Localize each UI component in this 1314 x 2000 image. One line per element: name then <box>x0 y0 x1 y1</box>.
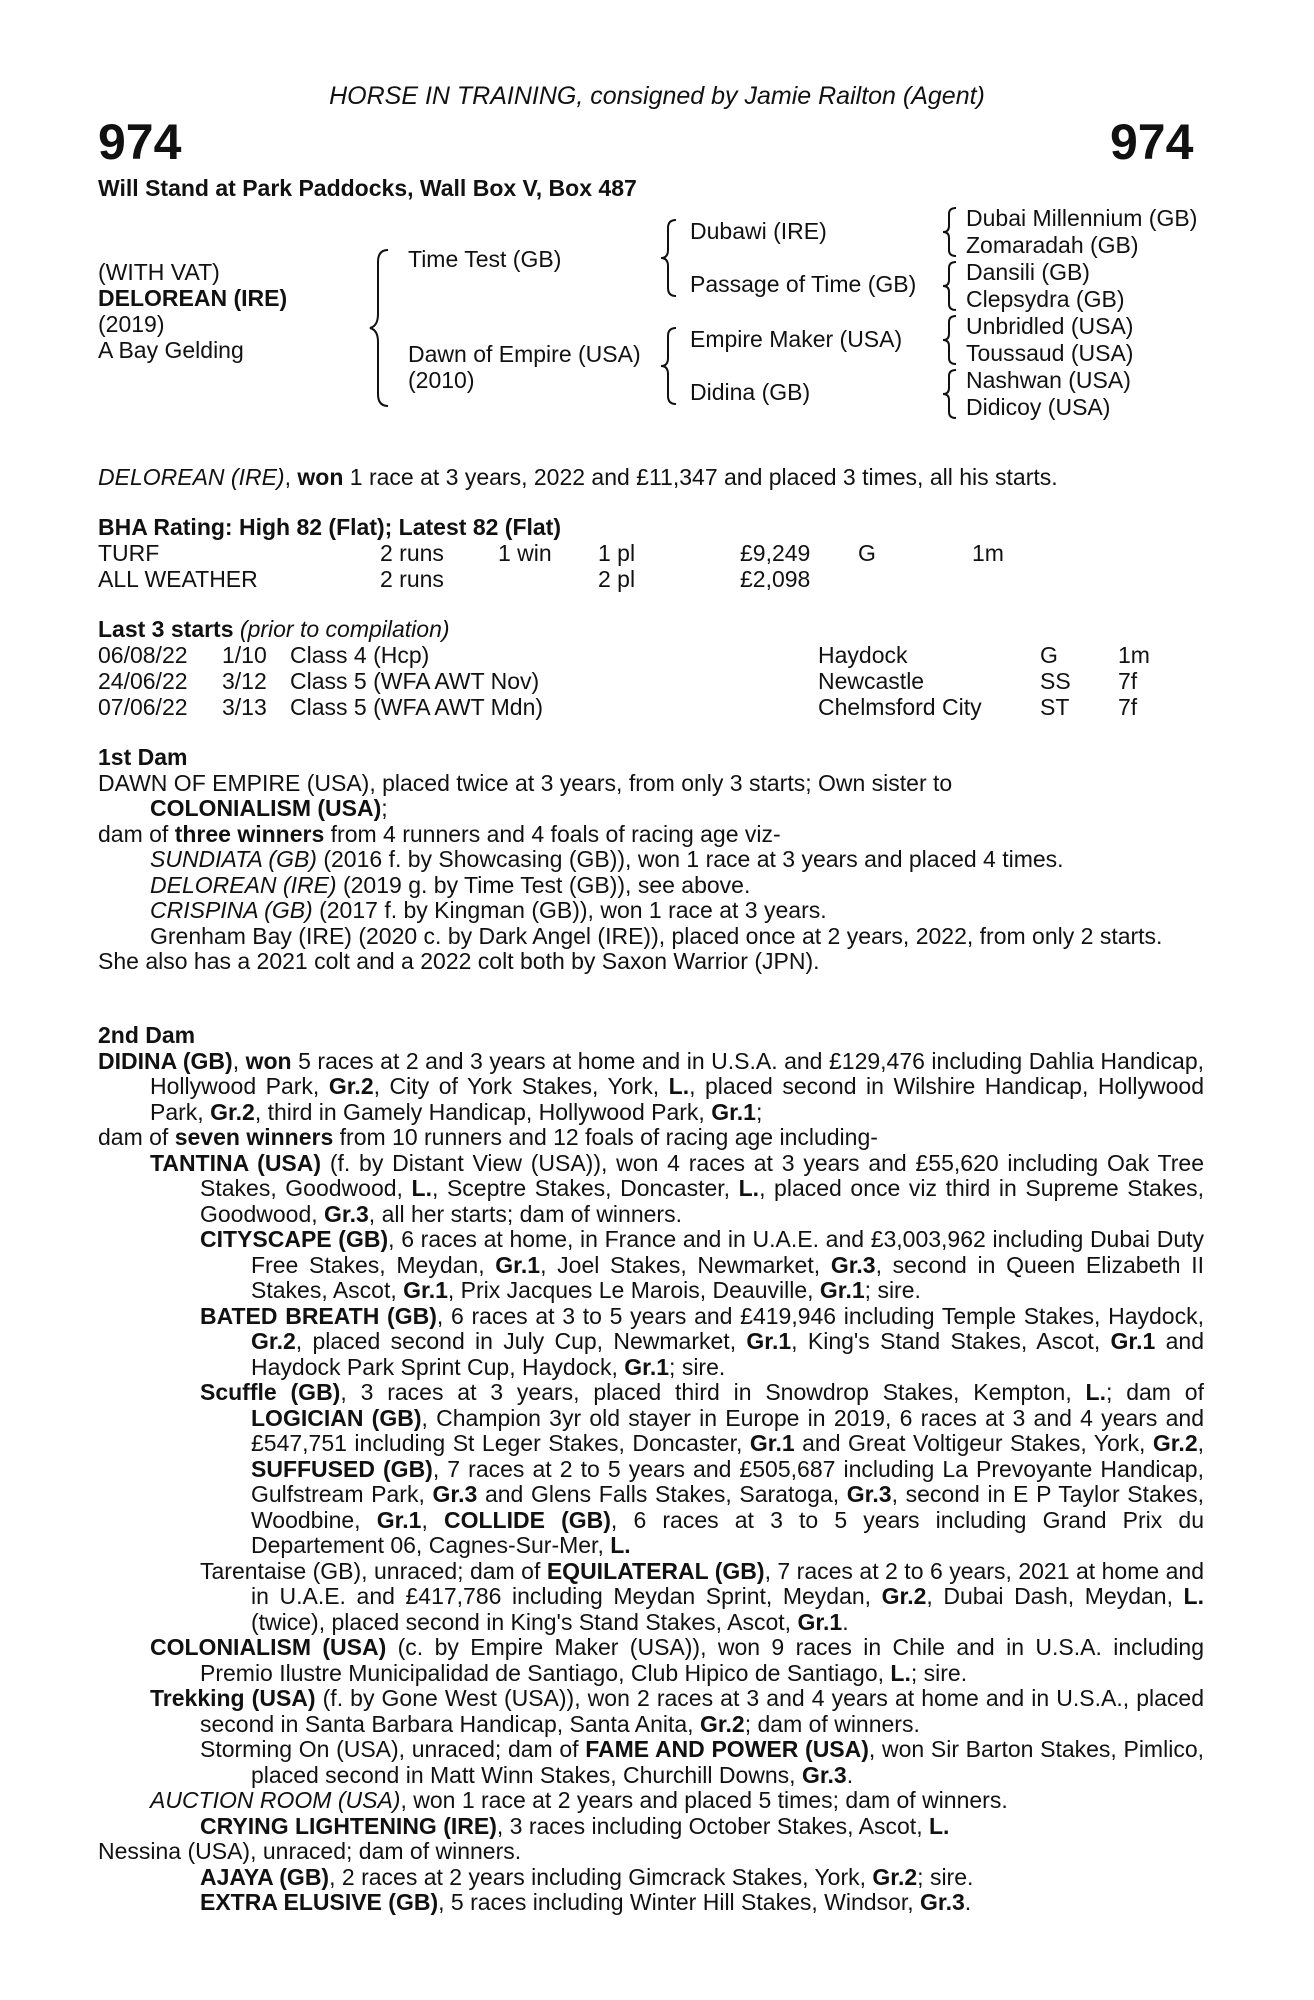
lot-number-left: 974 <box>98 114 182 170</box>
pedigree-sire-sire: Dubawi (IRE) <box>690 218 827 244</box>
text: , 6 races at 3 to 5 years including Grand Prix du Departement 06, Cagnes-Sur-Mer, <box>251 1506 1205 1558</box>
text: , City of York Stakes, York, <box>373 1073 669 1099</box>
grade: L. <box>928 1812 950 1839</box>
second-dam-section <box>98 1023 1204 1916</box>
first-dam-heading: 1st Dam <box>98 744 188 770</box>
pedigree-sire-dam: Passage of Time (GB) <box>690 271 917 297</box>
produce-details: (2017 f. by Kingman (GB)), won 1 race at 3 years. <box>312 897 827 923</box>
rating-surface: TURF <box>98 540 160 566</box>
text: , placed second in July Cup, Newmarket, <box>295 1328 747 1354</box>
text: ; sire. <box>917 1863 974 1890</box>
text: . <box>842 1608 849 1635</box>
produce-storming-on <box>98 1737 1204 1788</box>
pedigree-dam-year: (2010) <box>408 367 475 393</box>
produce-scuffle <box>98 1380 1204 1559</box>
pedigree-g4: Clepsydra (GB) <box>966 286 1125 312</box>
grade: L. <box>610 1532 631 1558</box>
summary-text: 1 race at 3 years, 2022 and £11,347 and placed 3 times, all his starts. <box>343 464 1058 490</box>
text: ; sire. <box>910 1659 968 1686</box>
grade: Gr.3 <box>920 1889 965 1915</box>
text: , 6 races at 3 to 5 years and £419,946 including Temple Stakes, Haydock, <box>436 1302 1204 1329</box>
rating-distance: 1m <box>972 540 1004 566</box>
pedigree-brace-sire <box>658 218 680 298</box>
pedigree-g3: Dansili (GB) <box>966 259 1090 285</box>
summary-horse-name: DELOREAN (IRE) <box>98 464 285 490</box>
grade: L. <box>411 1175 432 1201</box>
produce-intro-rest: from 4 runners and 4 foals of racing age viz- <box>324 820 781 847</box>
horse-name: CITYSCAPE (GB) <box>200 1226 389 1252</box>
first-dam-line1: DAWN OF EMPIRE (USA), placed twice at 3 years, from only 3 starts; Own sister to <box>98 769 953 796</box>
text: , 6 races at home, in France and in U.A.E. and £3,003,962 including Dubai Duty Free Stakes, Meydan, <box>251 1226 1205 1278</box>
produce-auction-room <box>98 1788 1204 1814</box>
text: , <box>421 1506 444 1533</box>
rating-placed: 2 pl <box>598 566 636 592</box>
grade: Gr.2 <box>699 1710 745 1737</box>
last-starts-title: Last 3 starts <box>98 616 234 642</box>
grade: L. <box>890 1659 911 1686</box>
horse-name: EXTRA ELUSIVE (GB) <box>200 1889 439 1915</box>
text: , 7 races at 2 to 5 years and £505,687 including La Prevoyante Handicap, Gulfstream Park, <box>251 1455 1204 1507</box>
start-date: 24/06/22 <box>98 668 188 694</box>
first-dam-semicolon: ; <box>381 795 388 821</box>
produce-ajaya <box>98 1865 1204 1891</box>
horse-name: COLLIDE (GB) <box>444 1506 611 1533</box>
grade: Gr.1 <box>1110 1328 1156 1354</box>
start-position: 1/10 <box>222 642 267 668</box>
grade: Gr.2 <box>881 1583 927 1609</box>
produce-extra-elusive <box>98 1890 1204 1916</box>
text: , placed once viz third in Supreme Stakes, Goodwood, <box>200 1175 1204 1227</box>
pedigree-g2: Zomaradah (GB) <box>966 232 1139 258</box>
text: , won 1 race at 2 years and placed 5 times; dam of winners. <box>400 1787 1008 1813</box>
text: from 10 runners and 12 foals of racing age including- <box>333 1124 878 1150</box>
start-distance: 7f <box>1118 694 1138 720</box>
horse-description: A Bay Gelding <box>98 337 244 363</box>
second-dam-record <box>98 1049 1204 1126</box>
horse-name: AJAYA (GB) <box>200 1863 330 1890</box>
pedigree-g5: Unbridled (USA) <box>966 313 1134 339</box>
horse-name: AUCTION ROOM (USA) <box>150 1787 401 1813</box>
pedigree-brace-g1 <box>940 206 960 258</box>
text: , Sceptre Stakes, Doncaster, <box>431 1175 739 1201</box>
grade: Gr.3 <box>432 1481 478 1507</box>
produce-crying-lightening <box>98 1814 1204 1840</box>
horse-name: SUFFUSED (GB) <box>251 1455 433 1482</box>
produce-cityscape <box>98 1227 1204 1304</box>
text: , Champion 3yr old stayer in Europe in 2019, 6 races at 3 and 4 years and £547,751 including St Leger Stakes, Doncaster, <box>251 1404 1205 1456</box>
horse-name: Trekking (USA) <box>150 1685 316 1711</box>
start-date: 06/08/22 <box>98 642 188 668</box>
grade: L. <box>1085 1379 1106 1405</box>
pedigree-brace-g2 <box>940 260 960 312</box>
lot-number-right: 974 <box>1110 114 1194 170</box>
pedigree-brace-dam <box>658 326 680 406</box>
grade: Gr.1 <box>495 1251 541 1278</box>
horse-name: FAME AND POWER (USA) <box>585 1736 869 1762</box>
text: , 3 races including October Stakes, Ascot, <box>496 1812 929 1839</box>
text: and Glens Falls Stakes, Saratoga, <box>477 1481 847 1507</box>
text: , <box>1197 1430 1205 1456</box>
produce-details: (2019 g. by Time Test (GB)), see above. <box>336 871 751 898</box>
produce-colonialism <box>98 1635 1204 1686</box>
grade: Gr.1 <box>624 1353 670 1380</box>
text: . <box>964 1889 972 1915</box>
start-race: Class 5 (WFA AWT Mdn) <box>290 694 544 720</box>
grade: Gr.3 <box>801 1761 847 1788</box>
produce-name: CRISPINA (GB) <box>150 897 313 923</box>
produce-details: (2016 f. by Showcasing (GB)), won 1 race at 3 years and placed 4 times. <box>316 846 1064 872</box>
text: , <box>232 1047 246 1074</box>
summary-sep: , <box>284 464 298 490</box>
grade: Gr.2 <box>328 1073 374 1099</box>
horse-name: TANTINA (USA) <box>150 1149 322 1176</box>
horse-name: BATED BREATH (GB) <box>200 1302 437 1329</box>
pedigree-brace-main <box>368 248 392 408</box>
text: , 3 races at 3 years, placed third in Snowdrop Stakes, Kempton, <box>340 1379 1086 1405</box>
start-course: Chelmsford City <box>818 694 982 720</box>
horse-name: CRYING LIGHTENING (IRE) <box>200 1812 497 1839</box>
text: , King's Stand Stakes, Ascot, <box>791 1328 1111 1354</box>
start-distance: 1m <box>1118 642 1150 668</box>
horse-year: (2019) <box>98 311 165 337</box>
text: and Great Voltigeur Stakes, York, <box>794 1430 1153 1456</box>
produce-item <box>98 898 1204 924</box>
text: 5 races at 2 and 3 years at home and in U.S.A. and £129,476 including Dahlia Handicap, Hollywood Park, <box>150 1047 1205 1099</box>
produce-item <box>98 873 1204 899</box>
start-distance: 7f <box>1118 668 1138 694</box>
start-position: 3/12 <box>222 668 267 694</box>
grade: Gr.1 <box>746 1328 792 1354</box>
last-starts-note: (prior to compilation) <box>233 616 450 642</box>
horse-name: COLONIALISM (USA) <box>150 1634 387 1660</box>
grade: Gr.1 <box>819 1277 865 1303</box>
text: ; dam of <box>1106 1379 1204 1405</box>
start-going: G <box>1040 642 1058 668</box>
won-label: won <box>245 1047 292 1074</box>
start-race: Class 5 (WFA AWT Nov) <box>290 668 540 694</box>
text: , 7 races at 2 to 6 years, 2021 at home and in U.A.E. and £417,786 including Meydan Sprint, Meydan, <box>251 1557 1204 1609</box>
rating-surface: ALL WEATHER <box>98 566 258 592</box>
horse-name: LOGICIAN (GB) <box>251 1404 422 1431</box>
pedigree-g7: Nashwan (USA) <box>966 367 1131 393</box>
first-dam-section <box>98 745 1204 975</box>
second-dam-produce-intro <box>98 1125 1204 1151</box>
text: (c. by Empire Maker (USA)), won 9 races in Chile and in U.S.A. including Premio Ilustre Municipalidad de Santiago, Club Hipico de Santiago, <box>200 1634 1205 1686</box>
produce-nessina: Nessina (USA), unraced; dam of winners. <box>98 1838 522 1864</box>
text: (twice), placed second in King's Stand Stakes, Ascot, <box>251 1608 798 1635</box>
grade: Gr.1 <box>711 1098 756 1125</box>
start-course: Newcastle <box>818 668 925 694</box>
text: Storming On (USA), unraced; dam of <box>200 1736 586 1762</box>
pedigree-g6: Toussaud (USA) <box>966 340 1134 366</box>
start-going: SS <box>1040 668 1071 694</box>
text: ; sire. <box>864 1277 921 1303</box>
grade: Gr.1 <box>797 1608 843 1635</box>
rating-runs: 2 runs <box>380 540 444 566</box>
text: (f. by Gone West (USA)), won 2 races at 3 and 4 years at home and in U.S.A., placed second in Santa Barbara Handicap, Santa Anita, <box>200 1685 1204 1737</box>
pedigree-sire: Time Test (GB) <box>408 246 562 272</box>
start-position: 3/13 <box>222 694 267 720</box>
rating-amount: £9,249 <box>740 540 811 566</box>
grade: Gr.2 <box>251 1328 296 1354</box>
produce-trekking <box>98 1686 1204 1737</box>
pedigree-brace-g3 <box>940 314 960 366</box>
dam-of-label: dam of <box>98 820 175 847</box>
produce-name: DELOREAN (IRE) <box>150 871 337 898</box>
produce-item: Grenham Bay (IRE) (2020 c. by Dark Angel (IRE)), placed once at 2 years, 2022, from only 2 starts. <box>150 922 1163 949</box>
grade: L. <box>738 1175 760 1201</box>
grade: Gr.2 <box>872 1863 918 1890</box>
second-dam-heading: 2nd Dam <box>98 1022 196 1048</box>
start-going: ST <box>1040 694 1070 720</box>
own-sister-name: COLONIALISM (USA) <box>150 795 382 821</box>
text: , second in E P Taylor Stakes, Woodbine, <box>251 1481 1204 1533</box>
start-race: Class 4 (Hcp) <box>290 642 430 668</box>
first-dam-also: She also has a 2021 colt and a 2022 colt both by Saxon Warrior (JPN). <box>98 948 820 974</box>
horse-name: EQUILATERAL (GB) <box>546 1557 765 1584</box>
pedigree-dam-dam: Didina (GB) <box>690 379 811 405</box>
second-dam-name: DIDINA (GB) <box>98 1047 233 1074</box>
consignment-line: HORSE IN TRAINING, consigned by Jamie Railton (Agent) <box>329 82 985 110</box>
text: , Joel Stakes, Newmarket, <box>540 1251 831 1278</box>
grade: Gr.2 <box>1152 1430 1198 1456</box>
produce-tarentaise <box>98 1559 1204 1636</box>
grade: Gr.3 <box>846 1481 892 1507</box>
start-date: 07/06/22 <box>98 694 188 720</box>
text: , 2 races at 2 years including Gimcrack Stakes, York, <box>329 1863 873 1890</box>
grade: Gr.2 <box>210 1098 255 1125</box>
rating-heading: BHA Rating: High 82 (Flat); Latest 82 (Flat) <box>98 514 561 540</box>
text: dam of <box>98 1124 175 1150</box>
text: Tarentaise (GB), unraced; dam of <box>200 1557 547 1584</box>
pedigree-g1: Dubai Millennium (GB) <box>966 205 1198 231</box>
text: . <box>846 1761 854 1788</box>
rating-wins: 1 win <box>498 540 552 566</box>
rating-amount: £2,098 <box>740 566 811 592</box>
pedigree-dam-sire: Empire Maker (USA) <box>690 326 903 352</box>
text: ; dam of winners. <box>744 1710 920 1737</box>
text: and Haydock Park Sprint Cup, Haydock, <box>251 1328 1204 1380</box>
rating-runs: 2 runs <box>380 566 444 592</box>
produce-item <box>98 847 1204 873</box>
grade: Gr.3 <box>324 1200 369 1227</box>
pedigree-brace-g4 <box>940 368 960 420</box>
winners-count: three winners <box>174 820 325 847</box>
horse-name: Scuffle (GB) <box>200 1379 341 1405</box>
summary-won: won <box>297 464 344 490</box>
winners-count: seven winners <box>174 1124 334 1150</box>
text: , 5 races including Winter Hill Stakes, Windsor, <box>438 1889 921 1915</box>
first-dam-line2 <box>98 796 1204 822</box>
vat-status: (WITH VAT) <box>98 259 220 285</box>
race-summary <box>98 465 1058 491</box>
pedigree-dam: Dawn of Empire (USA) <box>408 341 641 367</box>
grade: Gr.1 <box>749 1430 795 1456</box>
produce-name: SUNDIATA (GB) <box>150 846 317 872</box>
start-course: Haydock <box>818 642 908 668</box>
produce-bated-breath <box>98 1304 1204 1381</box>
produce-tantina <box>98 1151 1204 1228</box>
grade: L. <box>1183 1583 1204 1609</box>
text: , Dubai Dash, Meydan, <box>926 1583 1184 1609</box>
grade: Gr.1 <box>403 1277 448 1303</box>
rating-placed: 1 pl <box>598 540 636 566</box>
stabling-location: Will Stand at Park Paddocks, Wall Box V, Box 487 <box>98 175 637 201</box>
text: , Prix Jacques Le Marois, Deauville, <box>447 1277 820 1303</box>
text: ; sire. <box>669 1353 726 1380</box>
text: , won Sir Barton Stakes, Pimlico, placed second in Matt Winn Stakes, Churchill Downs, <box>251 1736 1204 1788</box>
rating-going: G <box>858 540 876 566</box>
text: , placed second in Wilshire Handicap, Hollywood Park, <box>150 1073 1204 1125</box>
grade: Gr.3 <box>830 1251 876 1278</box>
text: , second in Queen Elizabeth II Stakes, Ascot, <box>251 1251 1204 1303</box>
text: , third in Gamely Handicap, Hollywood Park, <box>254 1098 712 1125</box>
last-starts-heading <box>98 617 450 643</box>
horse-name: DELOREAN (IRE) <box>98 285 288 311</box>
text: (f. by Distant View (USA)), won 4 races at 3 years and £55,620 including Oak Tree Stakes, Goodwood, <box>200 1149 1204 1201</box>
first-dam-produce-intro <box>98 822 1204 848</box>
text: ; <box>755 1098 763 1125</box>
grade: L. <box>668 1073 690 1099</box>
grade: Gr.1 <box>376 1506 422 1533</box>
pedigree-g8: Didicoy (USA) <box>966 394 1111 420</box>
text: , all her starts; dam of winners. <box>368 1200 682 1227</box>
